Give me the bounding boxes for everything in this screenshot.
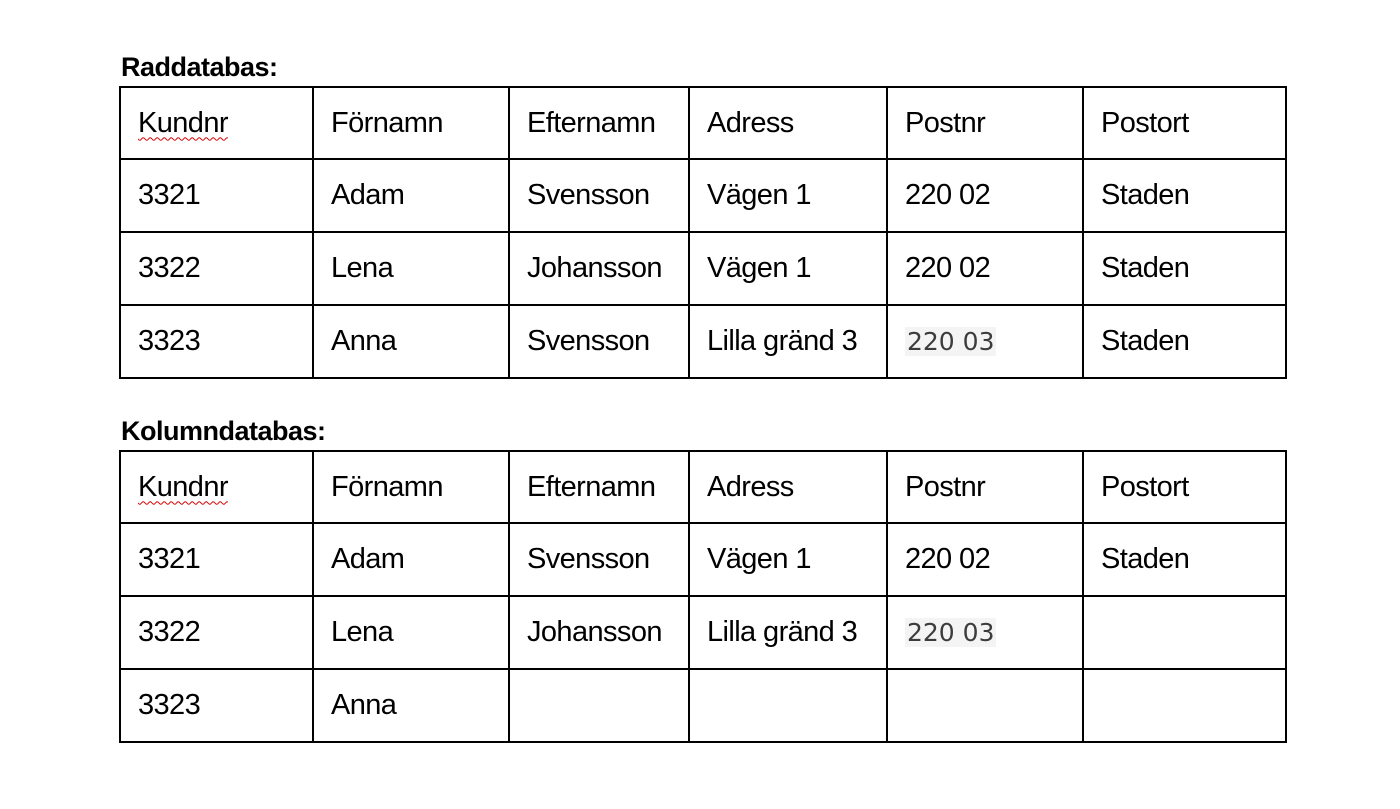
table-cell: Adam xyxy=(313,159,509,232)
table-cell: 3321 xyxy=(120,523,313,596)
table-cell: Staden xyxy=(1083,159,1286,232)
table-header-row xyxy=(120,451,1286,523)
header-cell-adress: Adress xyxy=(689,451,887,523)
table-cell: Svensson xyxy=(509,523,689,596)
row-database-table xyxy=(119,86,1287,379)
header-cell-text: Kundnr xyxy=(138,470,228,503)
table-cell: Lena xyxy=(313,596,509,669)
table-cell xyxy=(887,669,1083,742)
table-cell: 220 02 xyxy=(887,232,1083,305)
table-cell: Staden xyxy=(1083,523,1286,596)
highlighted-value: 220 03 xyxy=(907,618,995,647)
table-row xyxy=(120,669,1286,742)
table-cell: Johansson xyxy=(509,596,689,669)
header-cell-efternamn: Efternamn xyxy=(509,87,689,159)
table-cell xyxy=(689,669,887,742)
table-row xyxy=(120,159,1286,232)
table-cell: 3322 xyxy=(120,596,313,669)
table-cell: 3323 xyxy=(120,669,313,742)
table-cell: 220 02 xyxy=(887,523,1083,596)
table-cell xyxy=(887,596,1083,669)
row-database-title: Raddatabas: xyxy=(121,52,278,82)
header-cell-kundnr xyxy=(120,87,313,159)
header-cell-adress: Adress xyxy=(689,87,887,159)
header-cell-postort: Postort xyxy=(1083,451,1286,523)
table-cell: Svensson xyxy=(509,305,689,378)
table-cell: 3321 xyxy=(120,159,313,232)
table-cell: Staden xyxy=(1083,305,1286,378)
table-row xyxy=(120,596,1286,669)
highlighted-value: 220 03 xyxy=(907,327,995,356)
table-row xyxy=(120,523,1286,596)
table-cell: Vägen 1 xyxy=(689,232,887,305)
header-cell-efternamn: Efternamn xyxy=(509,451,689,523)
table-cell: 3323 xyxy=(120,305,313,378)
table-cell xyxy=(509,669,689,742)
table-cell: Staden xyxy=(1083,232,1286,305)
table-cell: 3322 xyxy=(120,232,313,305)
table-cell: Adam xyxy=(313,523,509,596)
column-database-table xyxy=(119,450,1287,743)
header-cell-postort: Postort xyxy=(1083,87,1286,159)
table-cell xyxy=(887,305,1083,378)
header-cell-postnr: Postnr xyxy=(887,87,1083,159)
table-cell: Vägen 1 xyxy=(689,523,887,596)
header-cell-kundnr xyxy=(120,451,313,523)
table-cell: Vägen 1 xyxy=(689,159,887,232)
table-row xyxy=(120,305,1286,378)
table-cell xyxy=(1083,669,1286,742)
header-cell-postnr: Postnr xyxy=(887,451,1083,523)
table-cell: Anna xyxy=(313,669,509,742)
table-cell: Lilla gränd 3 xyxy=(689,596,887,669)
table-cell: 220 02 xyxy=(887,159,1083,232)
column-database-title: Kolumndatabas: xyxy=(121,416,326,446)
table-cell: Johansson xyxy=(509,232,689,305)
table-cell: Anna xyxy=(313,305,509,378)
header-cell-text: Kundnr xyxy=(138,106,228,139)
table-row xyxy=(120,232,1286,305)
table-cell xyxy=(1083,596,1286,669)
table-cell: Svensson xyxy=(509,159,689,232)
header-cell-fornamn: Förnamn xyxy=(313,87,509,159)
table-cell: Lilla gränd 3 xyxy=(689,305,887,378)
table-header-row xyxy=(120,87,1286,159)
header-cell-fornamn: Förnamn xyxy=(313,451,509,523)
table-cell: Lena xyxy=(313,232,509,305)
